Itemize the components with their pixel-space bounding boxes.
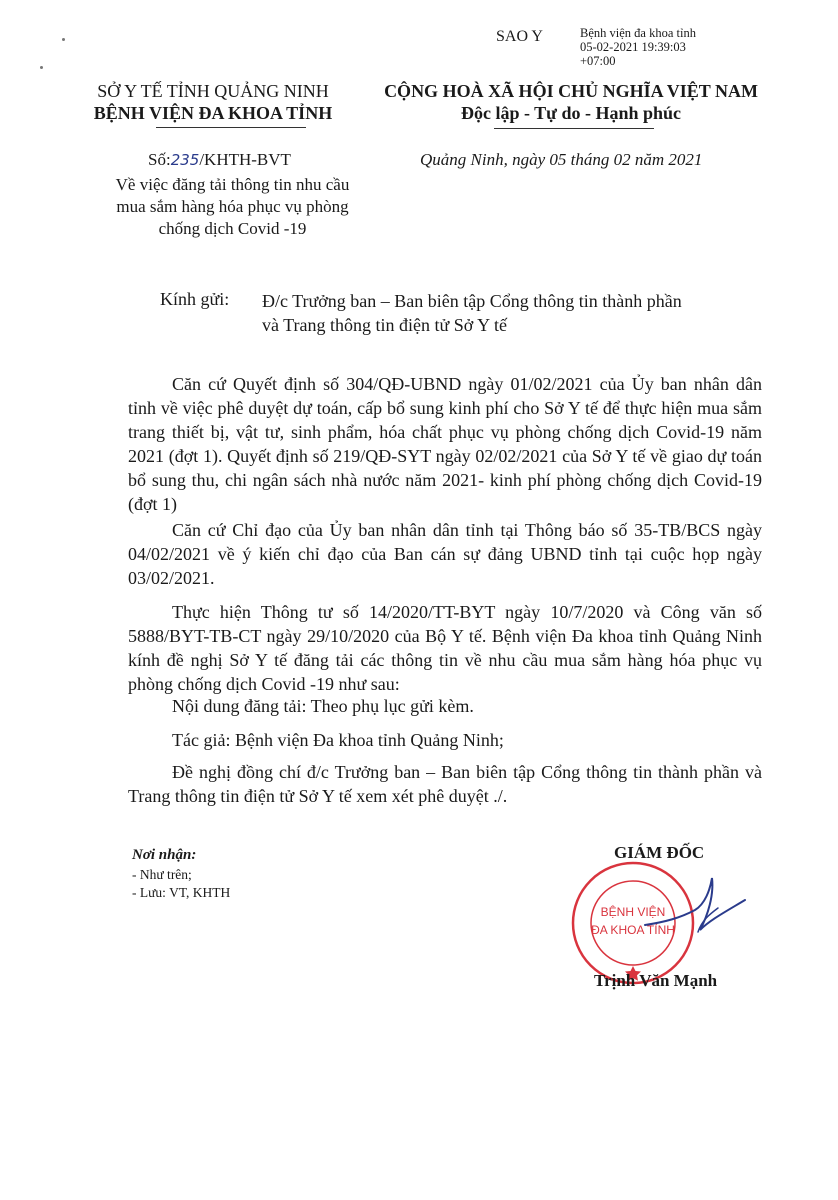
body-paragraph: Tác giả: Bệnh viện Đa khoa tỉnh Quảng Ninh; <box>172 730 504 750</box>
signer-name: Trịnh Văn Mạnh <box>594 971 718 990</box>
national-heading <box>370 80 772 124</box>
org-underline <box>156 127 306 128</box>
body-paragraph: Căn cứ Quyết định số 304/QĐ-UBND ngày 01/02/2021 của Ủy ban nhân dân tỉnh về việc phê duyệt dự toán, cấp bổ sung kinh phí cho Sở Y tế để thực hiện mua sắm trang thiết bị, vật tư, sinh phẩm, hóa chất phục vụ phòng chống dịch Covid-19 năm 2021 (đợt 1). Quyết định số 219/QĐ-SYT ngày 02/02/2021 của Sở Y tế về giao dự toán bổ sung thu, chi ngân sách nhà nước năm 2021- kinh phí phòng chống dịch Covid-19 (đợt 1) <box>128 374 762 514</box>
subject-line: mua sắm hàng hóa phục vụ phòng <box>116 197 349 216</box>
document-number <box>148 150 291 170</box>
org-parent: SỞ Y TẾ TỈNH QUẢNG NINH <box>97 81 329 101</box>
stamp-org: Bệnh viện đa khoa tỉnh <box>580 26 696 40</box>
nation-name: CỘNG HOÀ XÃ HỘI CHỦ NGHĨA VIỆT NAM <box>384 81 758 101</box>
recipient-label: Kính gửi: <box>160 289 230 309</box>
body-paragraph: Thực hiện Thông tư số 14/2020/TT-BYT ngày 10/7/2020 và Công văn số 5888/BYT-TB-CT ngày 29/10/2020 của Bộ Y tế. Bệnh viện Đa khoa tỉnh Quảng Ninh kính đề nghị Sở Y tế đăng tải các thông tin về nhu cầu mua sắm hàng hóa phục vụ phòng chống dịch Covid -19 như sau: <box>128 602 762 694</box>
recipient-line: Đ/c Trưởng ban – Ban biên tập Cổng thông tin thành phần <box>262 291 682 311</box>
place-date: Quảng Ninh, ngày 05 tháng 02 năm 2021 <box>420 150 703 169</box>
copy-label: SAO Y <box>496 28 543 45</box>
seal-text-line2: ĐA KHOA TỈNH <box>591 923 675 937</box>
seal-text-line1: BỆNH VIỆN <box>600 905 666 919</box>
doc-no-prefix: Số: <box>148 150 171 169</box>
issuing-organization <box>62 80 364 124</box>
doc-no-handwritten: 235 <box>170 151 200 169</box>
handwritten-signature <box>640 870 750 950</box>
org-name: BỆNH VIỆN ĐA KHOA TỈNH <box>93 103 333 123</box>
scan-speck <box>40 66 43 69</box>
subject <box>95 174 370 240</box>
subject-line: chống dịch Covid -19 <box>158 219 307 238</box>
recipients-item: - Như trên; <box>132 867 192 882</box>
scan-speck <box>62 38 65 41</box>
stamp-time: 05-02-2021 19:39:03 <box>580 40 686 54</box>
recipients-item: - Lưu: VT, KHTH <box>132 885 231 900</box>
body-paragraph: Đề nghị đồng chí đ/c Trưởng ban – Ban biên tập Cổng thông tin thành phần và Trang thông tin điện tử Sở Y tế xem xét phê duyệt ./. <box>128 762 762 806</box>
digital-signature-stamp <box>580 26 780 68</box>
recipient-line: và Trang thông tin điện tử Sở Y tế <box>262 315 507 335</box>
doc-no-suffix: /KHTH-BVT <box>199 150 291 169</box>
motto: Độc lập - Tự do - Hạnh phúc <box>460 103 682 123</box>
recipient-text <box>262 289 742 337</box>
recipients-title: Nơi nhận: <box>132 847 197 863</box>
signer-title: GIÁM ĐỐC <box>614 843 705 862</box>
motto-underline <box>494 128 654 129</box>
subject-line: Về việc đăng tải thông tin nhu cầu <box>115 175 350 194</box>
body-paragraph: Căn cứ Chỉ đạo của Ủy ban nhân dân tỉnh tại Thông báo số 35-TB/BCS ngày 04/02/2021 về ý kiến chỉ đạo của Ban cán sự đảng UBND tỉnh tại cuộc họp ngày 03/02/2021. <box>128 520 762 588</box>
stamp-timezone: +07:00 <box>580 54 616 68</box>
body-paragraph: Nội dung đăng tải: Theo phụ lục gửi kèm. <box>172 696 474 716</box>
